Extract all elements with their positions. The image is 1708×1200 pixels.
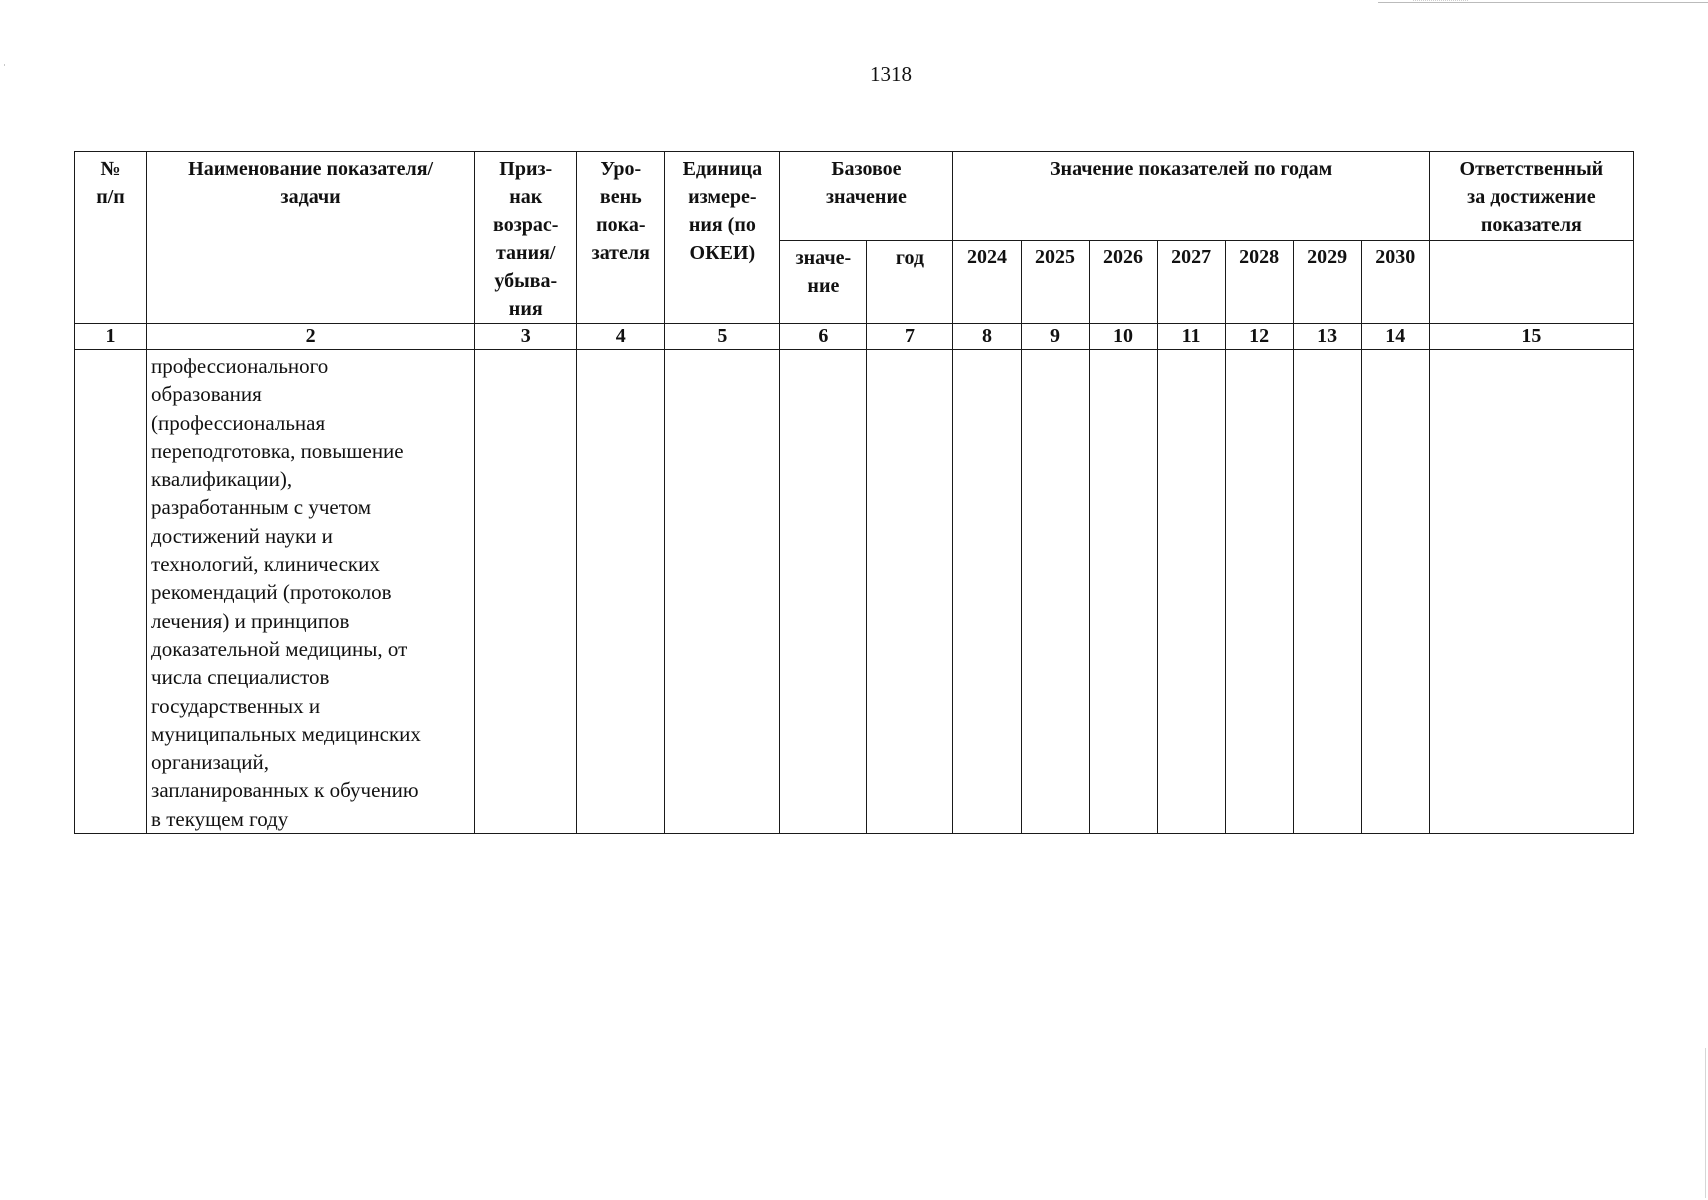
column-number: 11 <box>1157 324 1225 350</box>
column-number-row <box>75 324 1634 350</box>
column-number: 6 <box>780 324 867 350</box>
header-responsible: Ответственный за достижение показателя <box>1429 152 1633 241</box>
column-number: 10 <box>1089 324 1157 350</box>
row-year-value <box>1293 350 1361 834</box>
header-level: Уро- вень пока- зателя <box>577 152 665 324</box>
header-base-year: год <box>867 241 953 324</box>
header-num: № п/п <box>75 152 147 324</box>
column-number: 5 <box>665 324 780 350</box>
scan-corner-line <box>1378 2 1708 3</box>
column-number: 7 <box>867 324 953 350</box>
row-unit <box>665 350 780 834</box>
column-number: 8 <box>953 324 1021 350</box>
header-year: 2030 <box>1361 241 1429 324</box>
header-year: 2029 <box>1293 241 1361 324</box>
header-year: 2028 <box>1225 241 1293 324</box>
header-responsible-blank <box>1429 241 1633 324</box>
header-base-value: значе- ние <box>780 241 867 324</box>
column-number: 9 <box>1021 324 1089 350</box>
header-year: 2027 <box>1157 241 1225 324</box>
column-number: 14 <box>1361 324 1429 350</box>
row-base-value <box>780 350 867 834</box>
scan-edge-line <box>1705 1048 1706 1198</box>
row-year-value <box>1089 350 1157 834</box>
column-number: 4 <box>577 324 665 350</box>
row-trend <box>475 350 577 834</box>
row-responsible <box>1429 350 1633 834</box>
header-trend: Приз- нак возрас- тания/ убыва- ния <box>475 152 577 324</box>
column-number: 13 <box>1293 324 1361 350</box>
row-level <box>577 350 665 834</box>
header-year: 2026 <box>1089 241 1157 324</box>
indicators-table <box>74 151 1634 834</box>
row-base-year <box>867 350 953 834</box>
column-number: 1 <box>75 324 147 350</box>
row-indicator-name: профессионального образования (профессиональная переподготовка, повышение квалификации), разработанным с учетом достижений науки и технологий, клинических рекомендаций (протоколов лечения) и принципов доказательной медицины, от числа специалистов государственных и муниципальных медицинских организаций, запланированных к обучению в текущем году <box>147 350 475 834</box>
header-row-1 <box>75 152 1634 241</box>
page-number: 1318 <box>870 62 912 86</box>
table-row <box>75 350 1634 834</box>
header-year: 2025 <box>1021 241 1089 324</box>
scan-corner-dots <box>1413 0 1468 1</box>
row-year-value <box>953 350 1021 834</box>
row-year-value <box>1157 350 1225 834</box>
column-number: 2 <box>147 324 475 350</box>
header-values-by-year: Значение показателей по годам <box>953 152 1429 241</box>
header-base: Базовое значение <box>780 152 953 241</box>
header-year: 2024 <box>953 241 1021 324</box>
row-num <box>75 350 147 834</box>
column-number: 12 <box>1225 324 1293 350</box>
row-year-value <box>1225 350 1293 834</box>
column-number: 15 <box>1429 324 1633 350</box>
header-name: Наименование показателя/ задачи <box>147 152 475 324</box>
row-year-value <box>1361 350 1429 834</box>
header-unit: Единица измере- ния (по ОКЕИ) <box>665 152 780 324</box>
column-number: 3 <box>475 324 577 350</box>
row-year-value <box>1021 350 1089 834</box>
